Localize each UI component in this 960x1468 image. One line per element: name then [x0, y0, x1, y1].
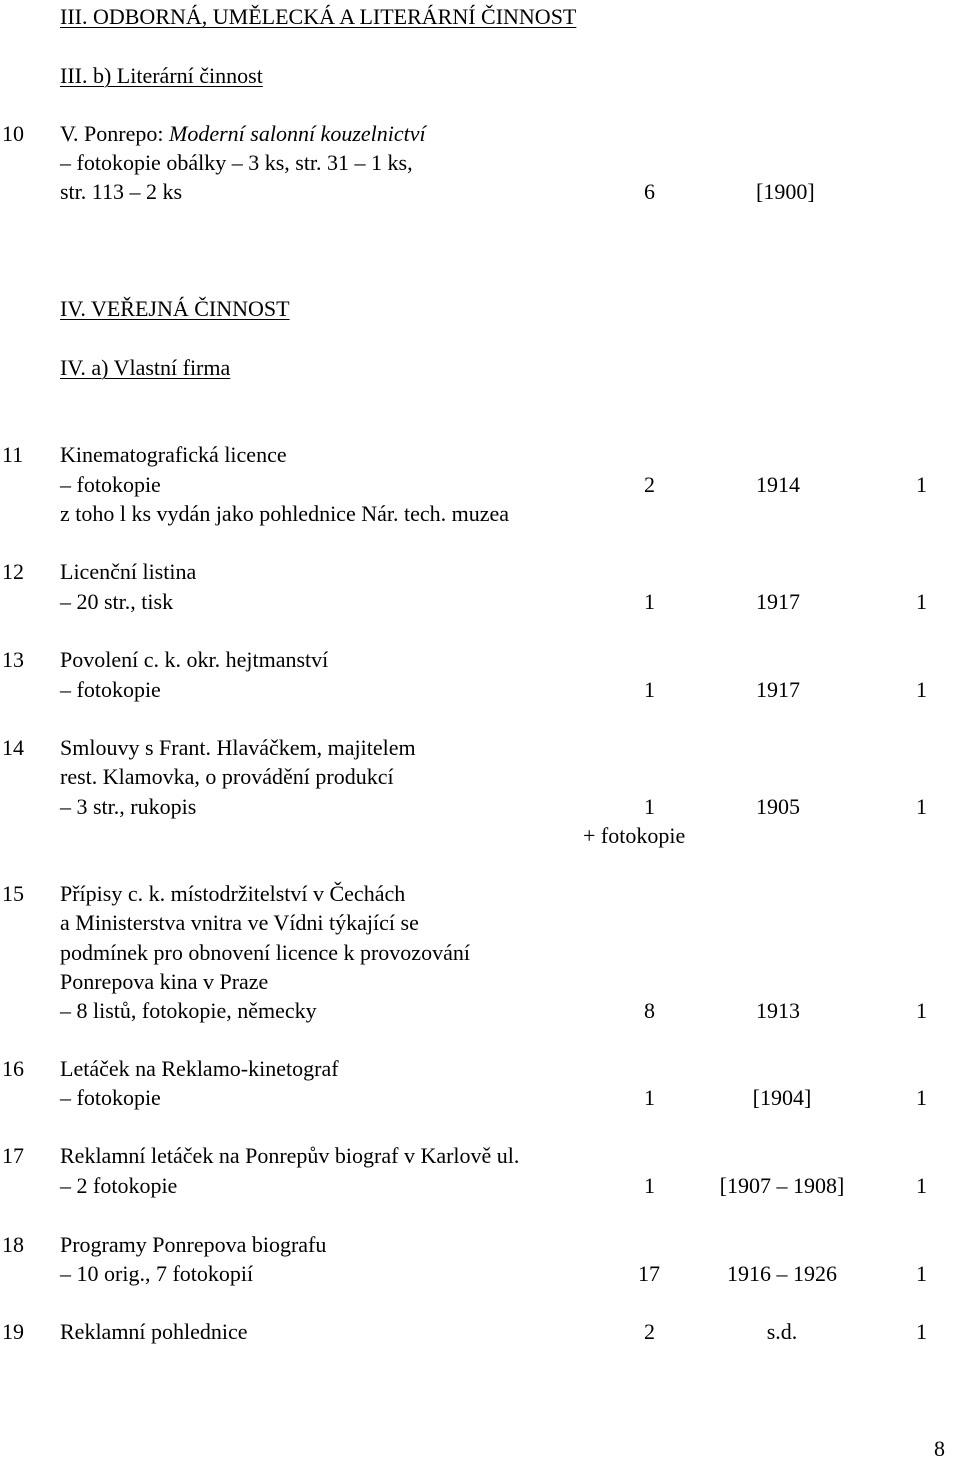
item-title: Přípisy c. k. místodržitelství v Čechách — [60, 881, 406, 906]
item-title: Letáček na Reklamo-kinetograf — [60, 1056, 339, 1081]
item-description: – 20 str., tisk — [60, 589, 174, 614]
item-count: 1 — [644, 794, 655, 819]
item-count: 1 — [644, 677, 655, 702]
item-description: – 2 fotokopie — [60, 1173, 178, 1198]
item-signature: 1 — [916, 1085, 927, 1110]
item-count: 1 — [644, 1085, 655, 1110]
item-title-cont: rest. Klamovka, o provádění produkcí — [60, 764, 394, 789]
item-number: 19 — [2, 1319, 24, 1344]
item-description: – 8 listů, fotokopie, německy — [60, 998, 317, 1023]
item-description: – fotokopie — [60, 472, 161, 497]
item-year: [1907 – 1908] — [719, 1173, 845, 1198]
item-number: 17 — [2, 1143, 24, 1168]
item-year: 1917 — [756, 589, 800, 614]
item-title-cont: Ponrepova kina v Praze — [60, 969, 269, 994]
item-year: 1913 — [756, 998, 800, 1023]
item-year: 1905 — [756, 794, 800, 819]
item-count: 2 — [644, 472, 655, 497]
item-title: Kinematografická licence — [60, 442, 287, 467]
item-number: 11 — [2, 442, 24, 467]
item-description: – fotokopie — [60, 1085, 161, 1110]
item-signature: 1 — [916, 1173, 927, 1198]
item-signature: 1 — [916, 1319, 927, 1344]
item-signature: 1 — [916, 472, 927, 497]
item-title: Smlouvy s Frant. Hlaváčkem, majitelem — [60, 735, 416, 760]
item-year: [1904] — [752, 1085, 812, 1110]
item-note: z toho l ks vydán jako pohlednice Nár. tech. muzea — [60, 501, 510, 526]
item-number: 13 — [2, 647, 24, 672]
item-title: Licenční listina — [60, 559, 197, 584]
item-count: 17 — [638, 1261, 660, 1286]
item-title — [60, 119, 426, 149]
item-count-extra: + fotokopie — [583, 823, 686, 848]
item-signature: 1 — [916, 998, 927, 1023]
item-count: 6 — [644, 179, 655, 204]
item-title-cont: podmínek pro obnovení licence k provozování — [60, 940, 470, 965]
item-number: 16 — [2, 1056, 24, 1081]
section-heading-4: IV. VEŘEJNÁ ČINNOST — [60, 296, 290, 321]
item-number: 14 — [2, 735, 24, 760]
item-count: 2 — [644, 1319, 655, 1344]
subsection-heading-3b: III. b) Literární činnost — [60, 63, 263, 88]
item-title-cont: a Ministerstva vnitra ve Vídni týkající se — [60, 910, 419, 935]
section-heading-3: III. ODBORNÁ, UMĚLECKÁ A LITERÁRNÍ ČINNOST — [60, 4, 577, 29]
item-signature: 1 — [916, 1261, 927, 1286]
item-number: 10 — [2, 121, 24, 146]
item-count: 8 — [644, 998, 655, 1023]
item-count: 1 — [644, 589, 655, 614]
item-title-prefix: V. Ponrepo: — [60, 121, 169, 146]
item-title: Povolení c. k. okr. hejtmanství — [60, 647, 329, 672]
item-title-italic: Moderní salonní kouzelnictví — [169, 121, 426, 146]
item-description: – fotokopie obálky – 3 ks, str. 31 – 1 ks, — [60, 150, 413, 175]
item-year: 1914 — [756, 472, 800, 497]
item-number: 18 — [2, 1232, 24, 1257]
item-signature: 1 — [916, 794, 927, 819]
item-number: 15 — [2, 881, 24, 906]
item-signature: 1 — [916, 677, 927, 702]
item-year: 1916 – 1926 — [727, 1261, 837, 1286]
item-year: [1900] — [756, 179, 815, 204]
item-title: Programy Ponrepova biografu — [60, 1232, 327, 1257]
item-number: 12 — [2, 559, 24, 584]
page-number: 8 — [934, 1436, 945, 1461]
item-description: – 3 str., rukopis — [60, 794, 197, 819]
item-year: 1917 — [756, 677, 800, 702]
item-title: Reklamní pohlednice — [60, 1319, 248, 1344]
subsection-heading-4a: IV. a) Vlastní firma — [60, 355, 231, 380]
item-title: Reklamní letáček na Ponrepův biograf v Karlově ul. — [60, 1143, 520, 1168]
item-description: – 10 orig., 7 fotokopií — [60, 1261, 254, 1286]
item-description: str. 113 – 2 ks — [60, 179, 183, 204]
item-count: 1 — [644, 1173, 655, 1198]
item-description: – fotokopie — [60, 677, 161, 702]
item-signature: 1 — [916, 589, 927, 614]
item-year: s.d. — [766, 1319, 798, 1344]
